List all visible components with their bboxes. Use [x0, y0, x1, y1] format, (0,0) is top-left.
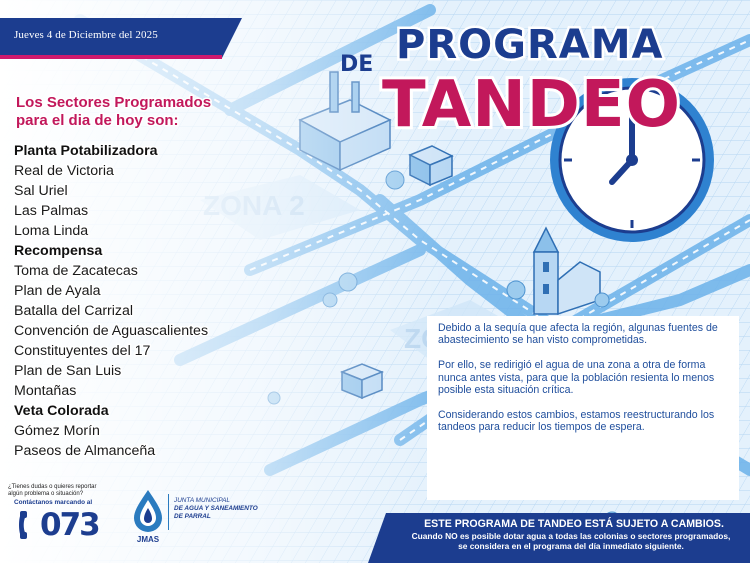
headline-de: DE: [340, 52, 374, 77]
info-paragraph-1: Debido a la sequía que afecta la región, algunas fuentes de abastecimiento se han visto comprometidas.: [438, 322, 718, 347]
accent-stripe: [0, 55, 222, 59]
jmas-name-line-3: DE PARRAL: [174, 513, 211, 520]
contact-text: Contáctanos marcando al: [14, 499, 93, 506]
sectors-heading-line2: para el dia de hoy son:: [16, 112, 179, 129]
info-paragraph-3: Considerando estos cambios, estamos reestructurando los tandeos para reducir los tiempos de espera.: [438, 409, 715, 434]
phone-number: 073: [40, 507, 99, 543]
help-line-2: algún problema o situación?: [8, 491, 84, 497]
sector-item: Batalla del Carrizal: [14, 303, 134, 319]
jmas-short-label: JMAS: [136, 535, 160, 544]
jmas-name-line-2: DE AGUA Y SANEAMIENTO: [174, 505, 258, 512]
jmas-full-name: [174, 497, 284, 521]
notice-line-2: se considera en el programa del día inmediato siguiente.: [458, 541, 684, 551]
sector-item: Convención de Aguascalientes: [14, 323, 209, 339]
sector-item: Plan de Ayala: [14, 283, 101, 299]
sector-group-heading: Planta Potabilizadora: [14, 143, 158, 159]
notice-title: ESTE PROGRAMA DE TANDEO ESTÁ SUJETO A CAMBIOS.: [424, 518, 724, 530]
info-paragraph-2: Por ello, se redirigió el agua de una zona a otra de forma nunca antes vista, para que la población resienta lo menos posible esta situación crítica.: [438, 359, 715, 396]
sector-item: Sal Uriel: [14, 183, 68, 199]
sector-item: Toma de Zacatecas: [14, 263, 138, 279]
sectors-heading-line1: Los Sectores Programados: [16, 94, 212, 111]
date-banner: [0, 18, 242, 58]
headline-programa: PROGRAMA: [396, 22, 664, 68]
sector-group-heading: Veta Colorada: [14, 403, 109, 419]
sector-item: Gómez Morín: [14, 423, 100, 439]
phone-icon: [16, 510, 38, 540]
sector-item: Loma Linda: [14, 223, 89, 239]
sector-item: Real de Victoria: [14, 163, 114, 179]
sector-item: Paseos de Almanceña: [14, 443, 156, 459]
notice-banner: [368, 513, 750, 563]
sector-item: Las Palmas: [14, 203, 89, 219]
jmas-name-line-1: JUNTA MUNICIPAL: [174, 497, 230, 504]
sector-item: Plan de San Luis: [14, 363, 122, 379]
date-text: Jueves 4 de Diciembre del 2025: [14, 29, 158, 41]
notice-text: [368, 531, 750, 551]
sector-item: Constituyentes del 17: [14, 343, 151, 359]
sectors-heading: [16, 94, 246, 130]
sector-group-heading: Recompensa: [14, 243, 103, 259]
info-box: [427, 316, 739, 500]
phone-contact[interactable]: [16, 507, 99, 543]
sector-list: [14, 141, 208, 461]
notice-line-1: Cuando NO es posible dotar agua a todas las colonias o sectores programados,: [411, 531, 731, 541]
sector-item: Montañas: [14, 383, 77, 399]
jmas-logo-icon: [128, 488, 168, 536]
help-line-1: ¿Tienes dudas o quieres reportar: [8, 484, 97, 490]
headline-tandeo: TANDEO: [382, 68, 682, 142]
jmas-divider: [168, 494, 169, 530]
